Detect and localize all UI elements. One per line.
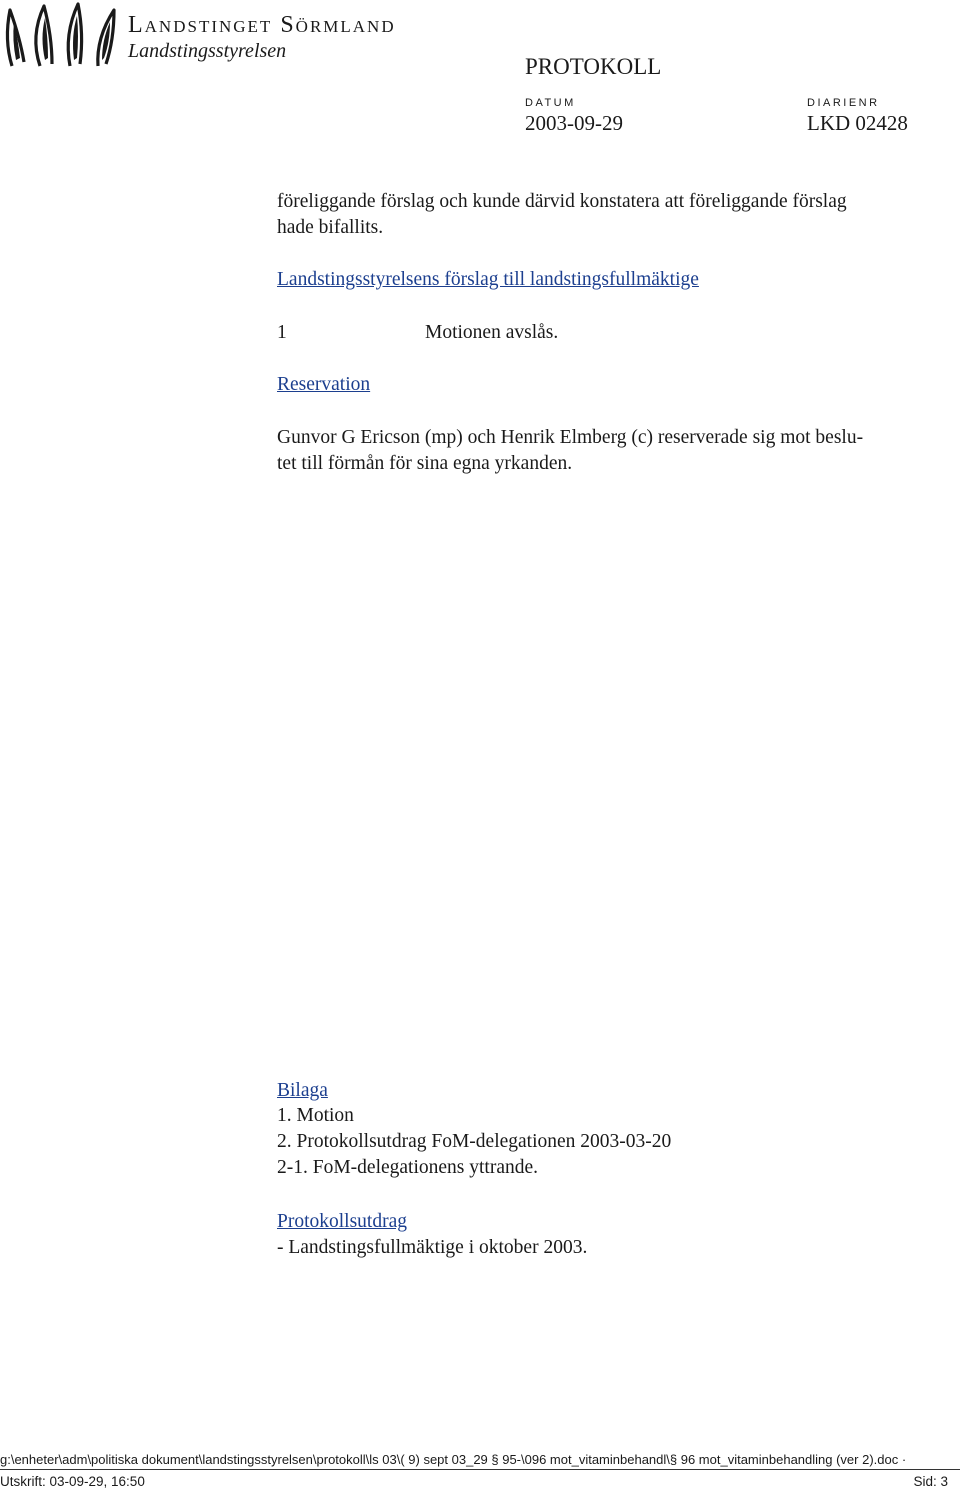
attachment-item: 2-1. FoM-delegationens yttrande. [277, 1157, 539, 1178]
extract-heading: Protokollsutdrag [277, 1211, 407, 1232]
org-name: Landstinget Sörmland [128, 12, 396, 38]
item-number: 1 [277, 322, 287, 343]
footer-page-number: Sid: 3 [913, 1474, 948, 1489]
reservation-line-2: tet till förmån för sina egna yrkanden. [277, 453, 573, 474]
diarie-label: DIARIENR [807, 97, 880, 109]
paragraph-1-line-2: hade bifallits. [277, 217, 384, 238]
org-subtitle: Landstingsstyrelsen [128, 40, 287, 62]
extract-text: - Landstingsfullmäktige i oktober 2003. [277, 1237, 588, 1258]
paragraph-1-line-1: föreliggande förslag och kunde därvid konstatera att föreliggande förslag [277, 191, 847, 212]
attachment-item: 2. Protokollsutdrag FoM-delegationen 2003-03-20 [277, 1131, 672, 1152]
footer-file-path: g:\enheter\adm\politiska dokument\landstingsstyrelsen\protokoll\ls 03\( 9) sept 03_29 § 95-\096 mot_vitaminbehandl\§ 96 mot_vitaminbehandling (ver 2).doc · [0, 1452, 907, 1467]
document-type: PROTOKOLL [525, 54, 662, 79]
diarie-value: LKD 02428 [807, 111, 908, 135]
attachment-item: 1. Motion [277, 1105, 354, 1126]
date-label: DATUM [525, 97, 576, 109]
footer-divider [0, 1469, 960, 1470]
footer-print-date: Utskrift: 03-09-29, 16:50 [0, 1474, 145, 1489]
landstinget-logo-icon [0, 0, 122, 70]
date-value: 2003-09-29 [525, 111, 623, 135]
attachments-heading: Bilaga [277, 1080, 328, 1101]
item-text: Motionen avslås. [425, 322, 559, 343]
reservation-line-1: Gunvor G Ericson (mp) och Henrik Elmberg (c) reserverade sig mot beslu- [277, 427, 864, 448]
reservation-heading: Reservation [277, 374, 371, 395]
proposal-heading: Landstingsstyrelsens förslag till landstingsfullmäktige [277, 269, 699, 290]
